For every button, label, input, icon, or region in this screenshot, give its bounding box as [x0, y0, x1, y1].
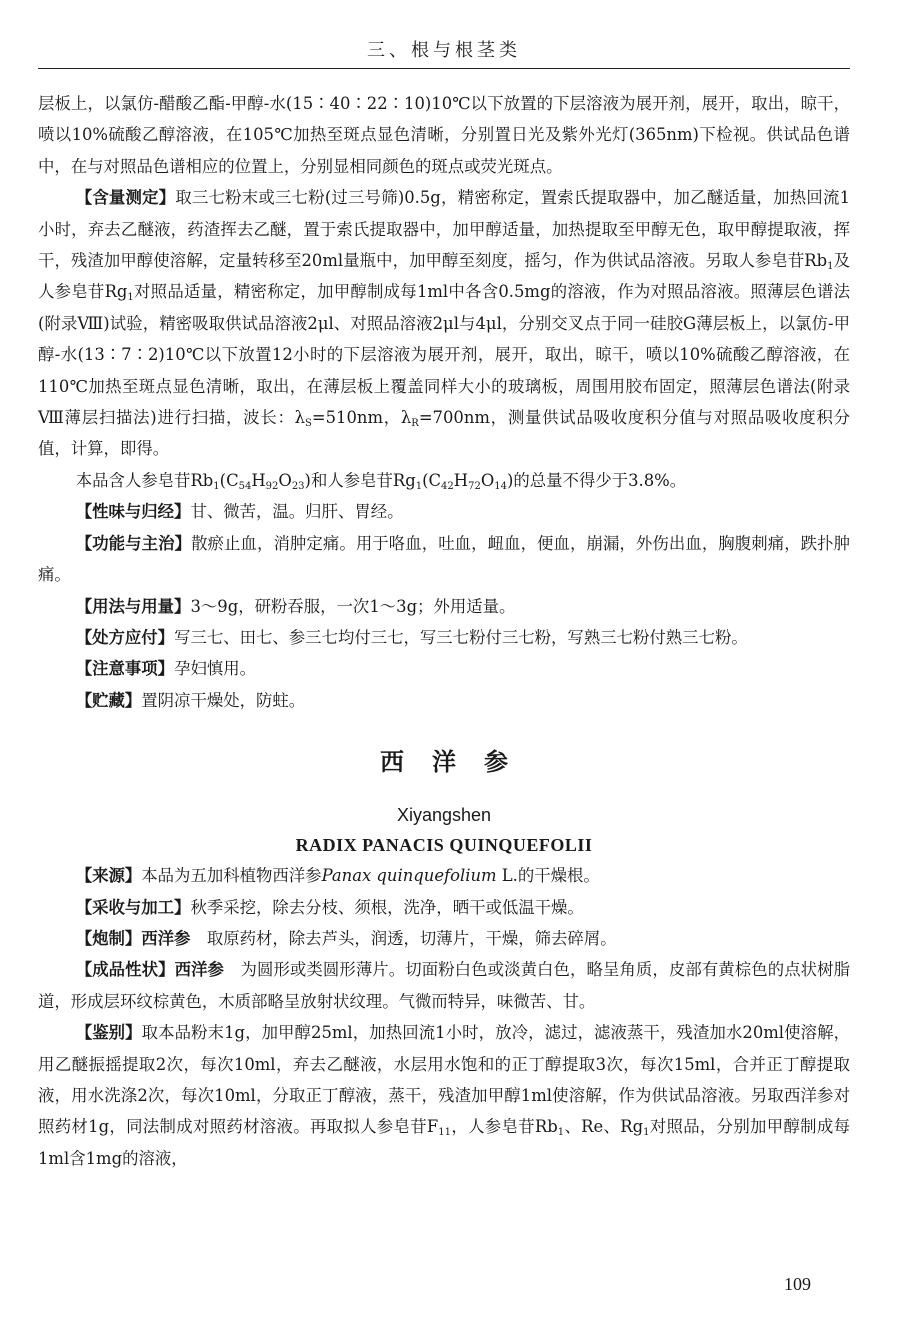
storage-section	[38, 685, 850, 716]
subscript: 42	[441, 480, 454, 492]
subscript: 54	[238, 480, 252, 492]
taste-meridian-section	[38, 496, 850, 527]
subscript: 72	[468, 480, 481, 492]
section-label: 【成品性状】	[75, 960, 175, 980]
page-body	[38, 88, 850, 1174]
product-name: 西洋参	[141, 928, 191, 948]
section-label: 【炮制】	[75, 928, 142, 948]
assay-text: 对照品适量，精密称定，加甲醇制成每1ml中各含0.5mg的溶液，作为对照品溶液。照薄层色谱法(附录Ⅷ)试验，精密吸取供试品溶液2μl、对照品溶液2μl与4μl，分别交叉点于同一硅胶G薄层板上，以氯仿-甲醇-水(13∶7∶2)10℃以下放置12小时的下层溶液为展开剂，展开，取出，晾干，喷以10%硫酸乙醇溶液，在110℃加热至斑点显色清晰，取出，在薄层板上覆盖同样大小的玻璃板，周围用胶布固定，照薄层色谱法(附录Ⅷ薄层扫描法)进行扫描，波长：λ	[38, 282, 850, 428]
usage-dosage-section	[38, 591, 850, 622]
section-label: 【鉴别】	[75, 1023, 142, 1043]
section-text: 取原药材，除去芦头，润透，切薄片，干燥，筛去碎屑。	[190, 928, 617, 948]
product-name: 西洋参	[174, 960, 225, 980]
identification-section	[38, 1017, 850, 1174]
subscript: S	[305, 418, 312, 430]
subscript: 11	[438, 1127, 452, 1139]
section-text: 散瘀止血，消肿定痛。用于咯血，吐血，衄血，便血，崩漏，外伤出血，胸腹刺痛，跌扑肿痛。	[38, 533, 851, 585]
subscript: 1	[827, 261, 834, 273]
subscript: 1	[643, 1127, 650, 1139]
subscript: 14	[494, 480, 507, 492]
header-rule	[38, 68, 850, 69]
section-text: ，人参皂苷Rb	[451, 1117, 558, 1137]
subscript: R	[411, 418, 419, 430]
subscript: 23	[291, 480, 305, 492]
section-text: 本品为五加科植物西洋参	[141, 866, 322, 886]
content-limit-paragraph	[38, 465, 850, 496]
processing-section	[38, 923, 850, 954]
character-section	[38, 954, 850, 1017]
species-name: Panax quinquefolium	[321, 866, 497, 886]
section-label: 【用法与用量】	[75, 596, 191, 616]
harvest-section	[38, 892, 850, 923]
subscript: 1	[415, 480, 423, 492]
section-label: 【功能与主治】	[75, 533, 192, 553]
source-section	[38, 860, 850, 891]
section-text: 孕妇慎用。	[174, 659, 257, 679]
section-label: 【贮藏】	[75, 690, 142, 710]
assay-label: 【含量测定】	[75, 188, 176, 208]
limit-text: H	[453, 470, 469, 490]
limit-text: H	[251, 470, 266, 490]
assay-paragraph	[38, 182, 850, 465]
section-text: 取本品粉末1g，加甲醇25ml，加热回流1小时，放冷，滤过，滤液蒸干，残渣加水20ml使溶解，用乙醚振摇提取2次，每次10ml，弃去乙醚液，水层用水饱和的正丁醇提取3次，每次15ml，合并正丁醇提取液，用水洗涤2次，每次10ml，分取正丁醇液，蒸干，残渣加甲醇1ml使溶解，作为供试品溶液。另取西洋参对照药材1g，同法制成对照药材溶液。再取拟人参皂苷F	[38, 1023, 850, 1137]
limit-text: 本品含人参皂苷Rb	[75, 470, 214, 490]
section-text: L.的干燥根。	[496, 866, 600, 886]
subscript: 92	[265, 480, 279, 492]
section-text: 为圆形或类圆形薄片。切面粉白色或淡黄白色，略呈角质，皮部有黄棕色的点状树脂道，形成层环纹棕黄色，木质部略呈放射状纹理。气微而特异，味微苦、甘。	[38, 960, 851, 1011]
section-text: 、Re、Rg	[564, 1117, 644, 1137]
assay-text: 及人参皂苷Rg	[38, 251, 850, 302]
section-label: 【处方应付】	[75, 627, 175, 647]
limit-text: (C	[422, 470, 442, 490]
section-text: 3～9g，研粉吞服，一次1～3g；外用适量。	[190, 596, 516, 616]
section-label: 【注意事项】	[75, 659, 175, 679]
limit-text: (C	[219, 470, 239, 490]
section-label: 【性味与归经】	[75, 502, 191, 522]
precautions-section	[38, 653, 850, 684]
subscript: 1	[213, 480, 220, 492]
function-indication-section	[38, 528, 850, 591]
tlc-continuation-paragraph: 层板上，以氯仿-醋酸乙酯-甲醇-水(15∶40∶22∶10)10℃以下放置的下层溶液为展开剂，展开，取出，晾干，喷以10%硫酸乙醇溶液，在105℃加热至斑点显色清晰，分别置日光及紫外光灯(365nm)下检视。供试品色谱中，在与对照品色谱相应的位置上，分别显相同颜色的斑点或荧光斑点。	[38, 94, 850, 176]
herb-pinyin: Xiyangshen	[396, 805, 492, 826]
herb-title: 西洋参	[380, 748, 536, 777]
subscript: 1	[127, 292, 134, 304]
assay-text: 取三七粉末或三七粉(过三号筛)0.5g，精密称定，置索氏提取器中，加乙醚适量，加热回流1小时，弃去乙醚液，药渣挥去乙醚，置于索氏提取器中，加甲醇适量，加热提取至甲醇无色，取甲醇提取液，挥干，残渣加甲醇使溶解，定量转移至20ml量瓶中，加甲醇至刻度，摇匀，作为供试品溶液。另取人参皂苷Rb	[38, 188, 850, 271]
running-header: 三、根与根茎类	[367, 40, 521, 61]
section-text: 置阴凉干燥处，防蛀。	[141, 690, 306, 710]
limit-text: O	[480, 470, 495, 490]
assay-text: =700nm，测量供试品吸收度积分值与对照品吸收度积分值，计算，即得。	[38, 408, 850, 459]
page-number: 109	[784, 1274, 811, 1294]
prescription-section	[38, 622, 850, 653]
assay-text: =510nm，λ	[311, 408, 412, 428]
herb-latin-name: RADIX PANACIS QUINQUEFOLII	[295, 835, 593, 856]
limit-text: O	[278, 470, 292, 490]
section-label: 【来源】	[75, 866, 142, 886]
section-label: 【采收与加工】	[75, 897, 191, 917]
limit-text: )的总量不得少于3.8%。	[506, 470, 687, 490]
limit-text: )和人参皂苷Rg	[304, 470, 416, 490]
section-text: 甘、微苦，温。归肝、胃经。	[190, 502, 404, 522]
section-text: 对照品，分别加甲醇制成每1ml含1mg的溶液，	[38, 1117, 851, 1168]
section-text: 写三七、田七、参三七均付三七，写三七粉付三七粉，写熟三七粉付熟三七粉。	[174, 627, 748, 647]
subscript: 1	[557, 1127, 565, 1139]
section-text: 秋季采挖，除去分枝、须根，洗净，晒干或低温干燥。	[190, 897, 584, 917]
